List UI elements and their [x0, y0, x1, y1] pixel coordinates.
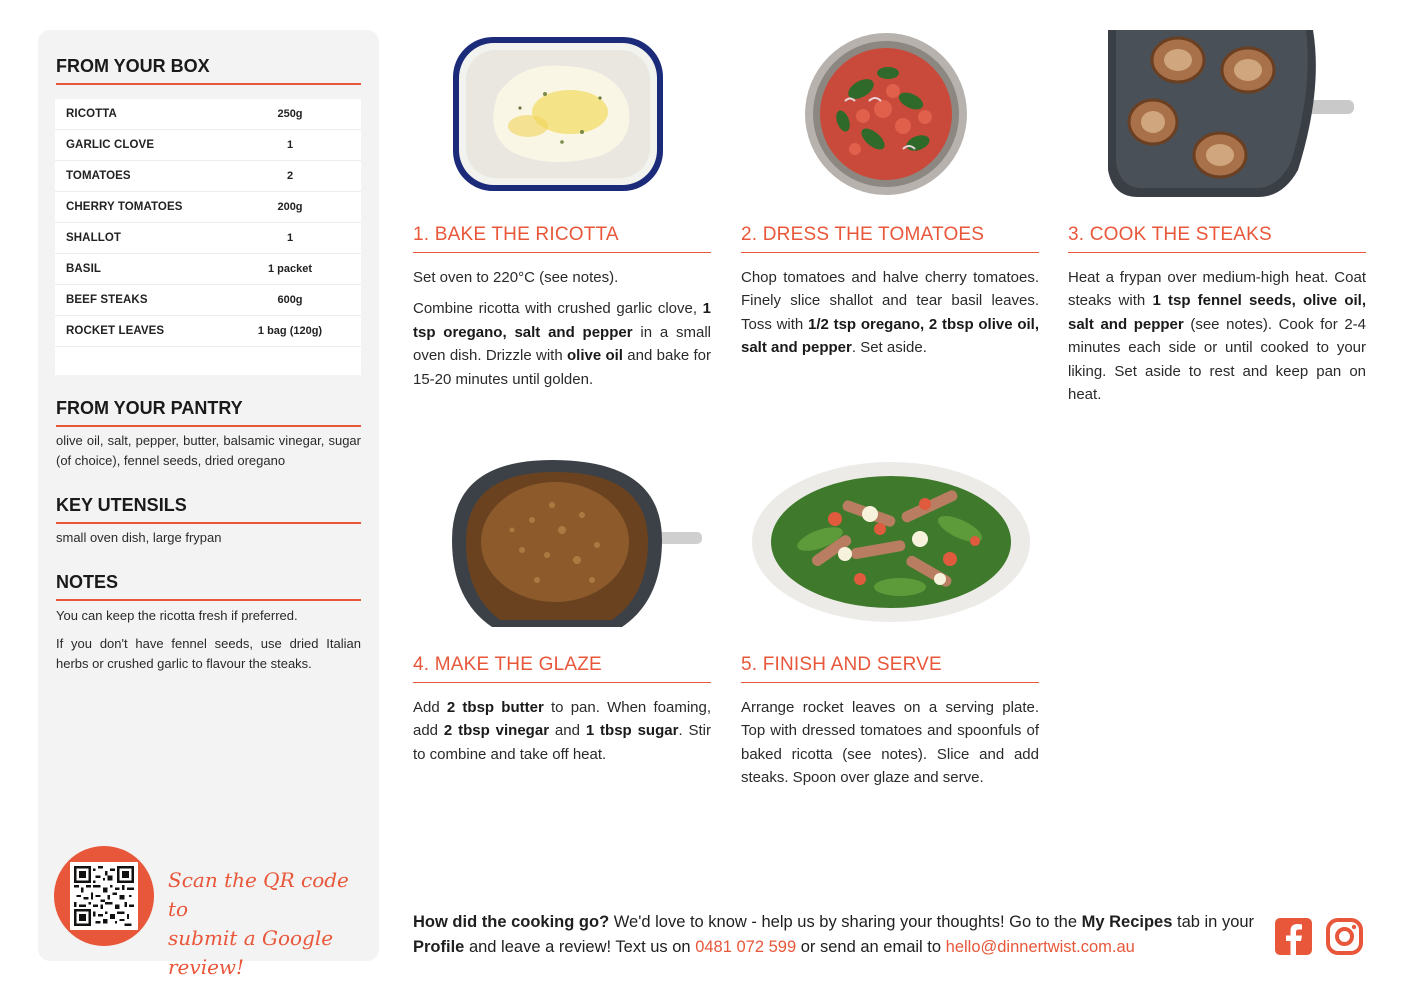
table-row: [55, 99, 361, 130]
tomato-salad-image: [803, 31, 969, 197]
step-1-p2: Combine ricotta with crushed garlic clove, 1 tsp oregano, salt and pepper in a small oven dish. Drizzle with olive oil and bake for 15-20 minutes until golden.: [413, 300, 711, 388]
facebook-icon[interactable]: [1275, 918, 1312, 955]
step-1-text: [413, 266, 711, 391]
note-2: If you don't have fennel seeds, use dried Italian herbs or crushed garlic to flavour the steaks.: [56, 636, 361, 671]
ingredient-qty: 1 bag (120g): [257, 325, 323, 337]
step-2-title: 2. DRESS THE TOMATOES: [741, 224, 1039, 253]
ingredient-name: BEEF STEAKS: [66, 294, 148, 306]
ingredient-name: RICOTTA: [66, 108, 117, 120]
ingredient-qty: 1: [286, 139, 294, 151]
phone-link[interactable]: 0481 072 599: [695, 938, 797, 956]
table-row: [55, 161, 361, 192]
ingredient-name: BASIL: [66, 263, 101, 275]
ingredient-qty: 200g: [277, 201, 303, 213]
qr-review-text: [168, 866, 368, 982]
ingredient-name: TOMATOES: [66, 170, 131, 182]
note-1: You can keep the ricotta fresh if preferred.: [56, 608, 298, 623]
qr-code-badge[interactable]: [54, 846, 154, 946]
qr-code-icon[interactable]: [70, 862, 138, 930]
step-3-text: Heat a frypan over medium-high heat. Coat steaks with 1 tsp fennel seeds, olive oil, salt and pepper (see notes). Cook for 2-4 minutes each side or until cooked to your liking. Set aside to rest and keep pan on heat.: [1068, 269, 1366, 404]
ingredient-qty: 1: [286, 232, 294, 244]
steaks-pan-image: [1108, 30, 1356, 197]
step-1-title: 1. BAKE THE RICOTTA: [413, 224, 711, 253]
instagram-icon[interactable]: [1326, 918, 1363, 955]
ingredient-qty: 600g: [277, 294, 303, 306]
ingredient-name: GARLIC CLOVE: [66, 139, 155, 151]
step-3-title: 3. COOK THE STEAKS: [1068, 224, 1366, 253]
step-1-p1: Set oven to 220°C (see notes).: [413, 269, 619, 286]
step-4-title: 4. MAKE THE GLAZE: [413, 654, 711, 683]
review-footer: How did the cooking go? We'd love to know - help us by sharing your thoughts! Go to the My Recipes tab in your Profile and leave a review! Text us on 0481 072 599 or send an email to hello@dinnertwist.com.au: [413, 913, 1255, 956]
table-row: [55, 130, 361, 161]
ingredient-name: ROCKET LEAVES: [66, 325, 165, 337]
ingredient-qty: 250g: [277, 108, 303, 120]
qr-line-1: Scan the QR code to: [168, 868, 349, 921]
pantry-text: olive oil, salt, pepper, butter, balsamic vinegar, sugar (of choice), fennel seeds, dried oregano: [56, 433, 361, 468]
ingredient-name: CHERRY TOMATOES: [66, 201, 183, 213]
notes-heading: NOTES: [56, 572, 361, 601]
step-4-text: Add 2 tbsp butter to pan. When foaming, add 2 tbsp vinegar and 1 tbsp sugar. Stir to combine and take off heat.: [413, 699, 712, 763]
sidebar: [38, 30, 379, 979]
table-row: [55, 223, 361, 254]
key-utensils-heading: KEY UTENSILS: [56, 495, 361, 524]
table-row: [55, 254, 361, 285]
table-row: [55, 285, 361, 316]
step-2-text: Chop tomatoes and halve cherry tomatoes. Finely slice shallot and tear basil leaves. Toss with 1/2 tsp oregano, 2 tbsp olive oil, salt and pepper. Set aside.: [741, 269, 1039, 357]
table-row: [55, 192, 361, 223]
step-5-text: Arrange rocket leaves on a serving plate. Top with dressed tomatoes and spoonfuls of baked ricotta (see notes). Slice and add steaks. Spoon over glaze and serve.: [741, 699, 1039, 787]
ingredient-name: SHALLOT: [66, 232, 121, 244]
table-row: [55, 316, 361, 347]
qr-line-2: submit a Google review!: [168, 926, 334, 979]
ingredients-table: [55, 99, 361, 375]
ingredient-qty: 2: [286, 170, 294, 182]
finished-plate-image: [750, 459, 1032, 625]
glaze-pan-image: [452, 460, 702, 627]
from-your-box-heading: FROM YOUR BOX: [56, 56, 361, 85]
ricotta-dish-image: [450, 34, 666, 194]
step-5-title: 5. FINISH AND SERVE: [741, 654, 1039, 683]
ingredient-qty: 1 packet: [267, 263, 313, 275]
from-your-pantry-heading: FROM YOUR PANTRY: [56, 398, 361, 427]
email-link[interactable]: hello@dinnertwist.com.au: [945, 938, 1135, 956]
utensils-text: small oven dish, large frypan: [56, 530, 222, 545]
